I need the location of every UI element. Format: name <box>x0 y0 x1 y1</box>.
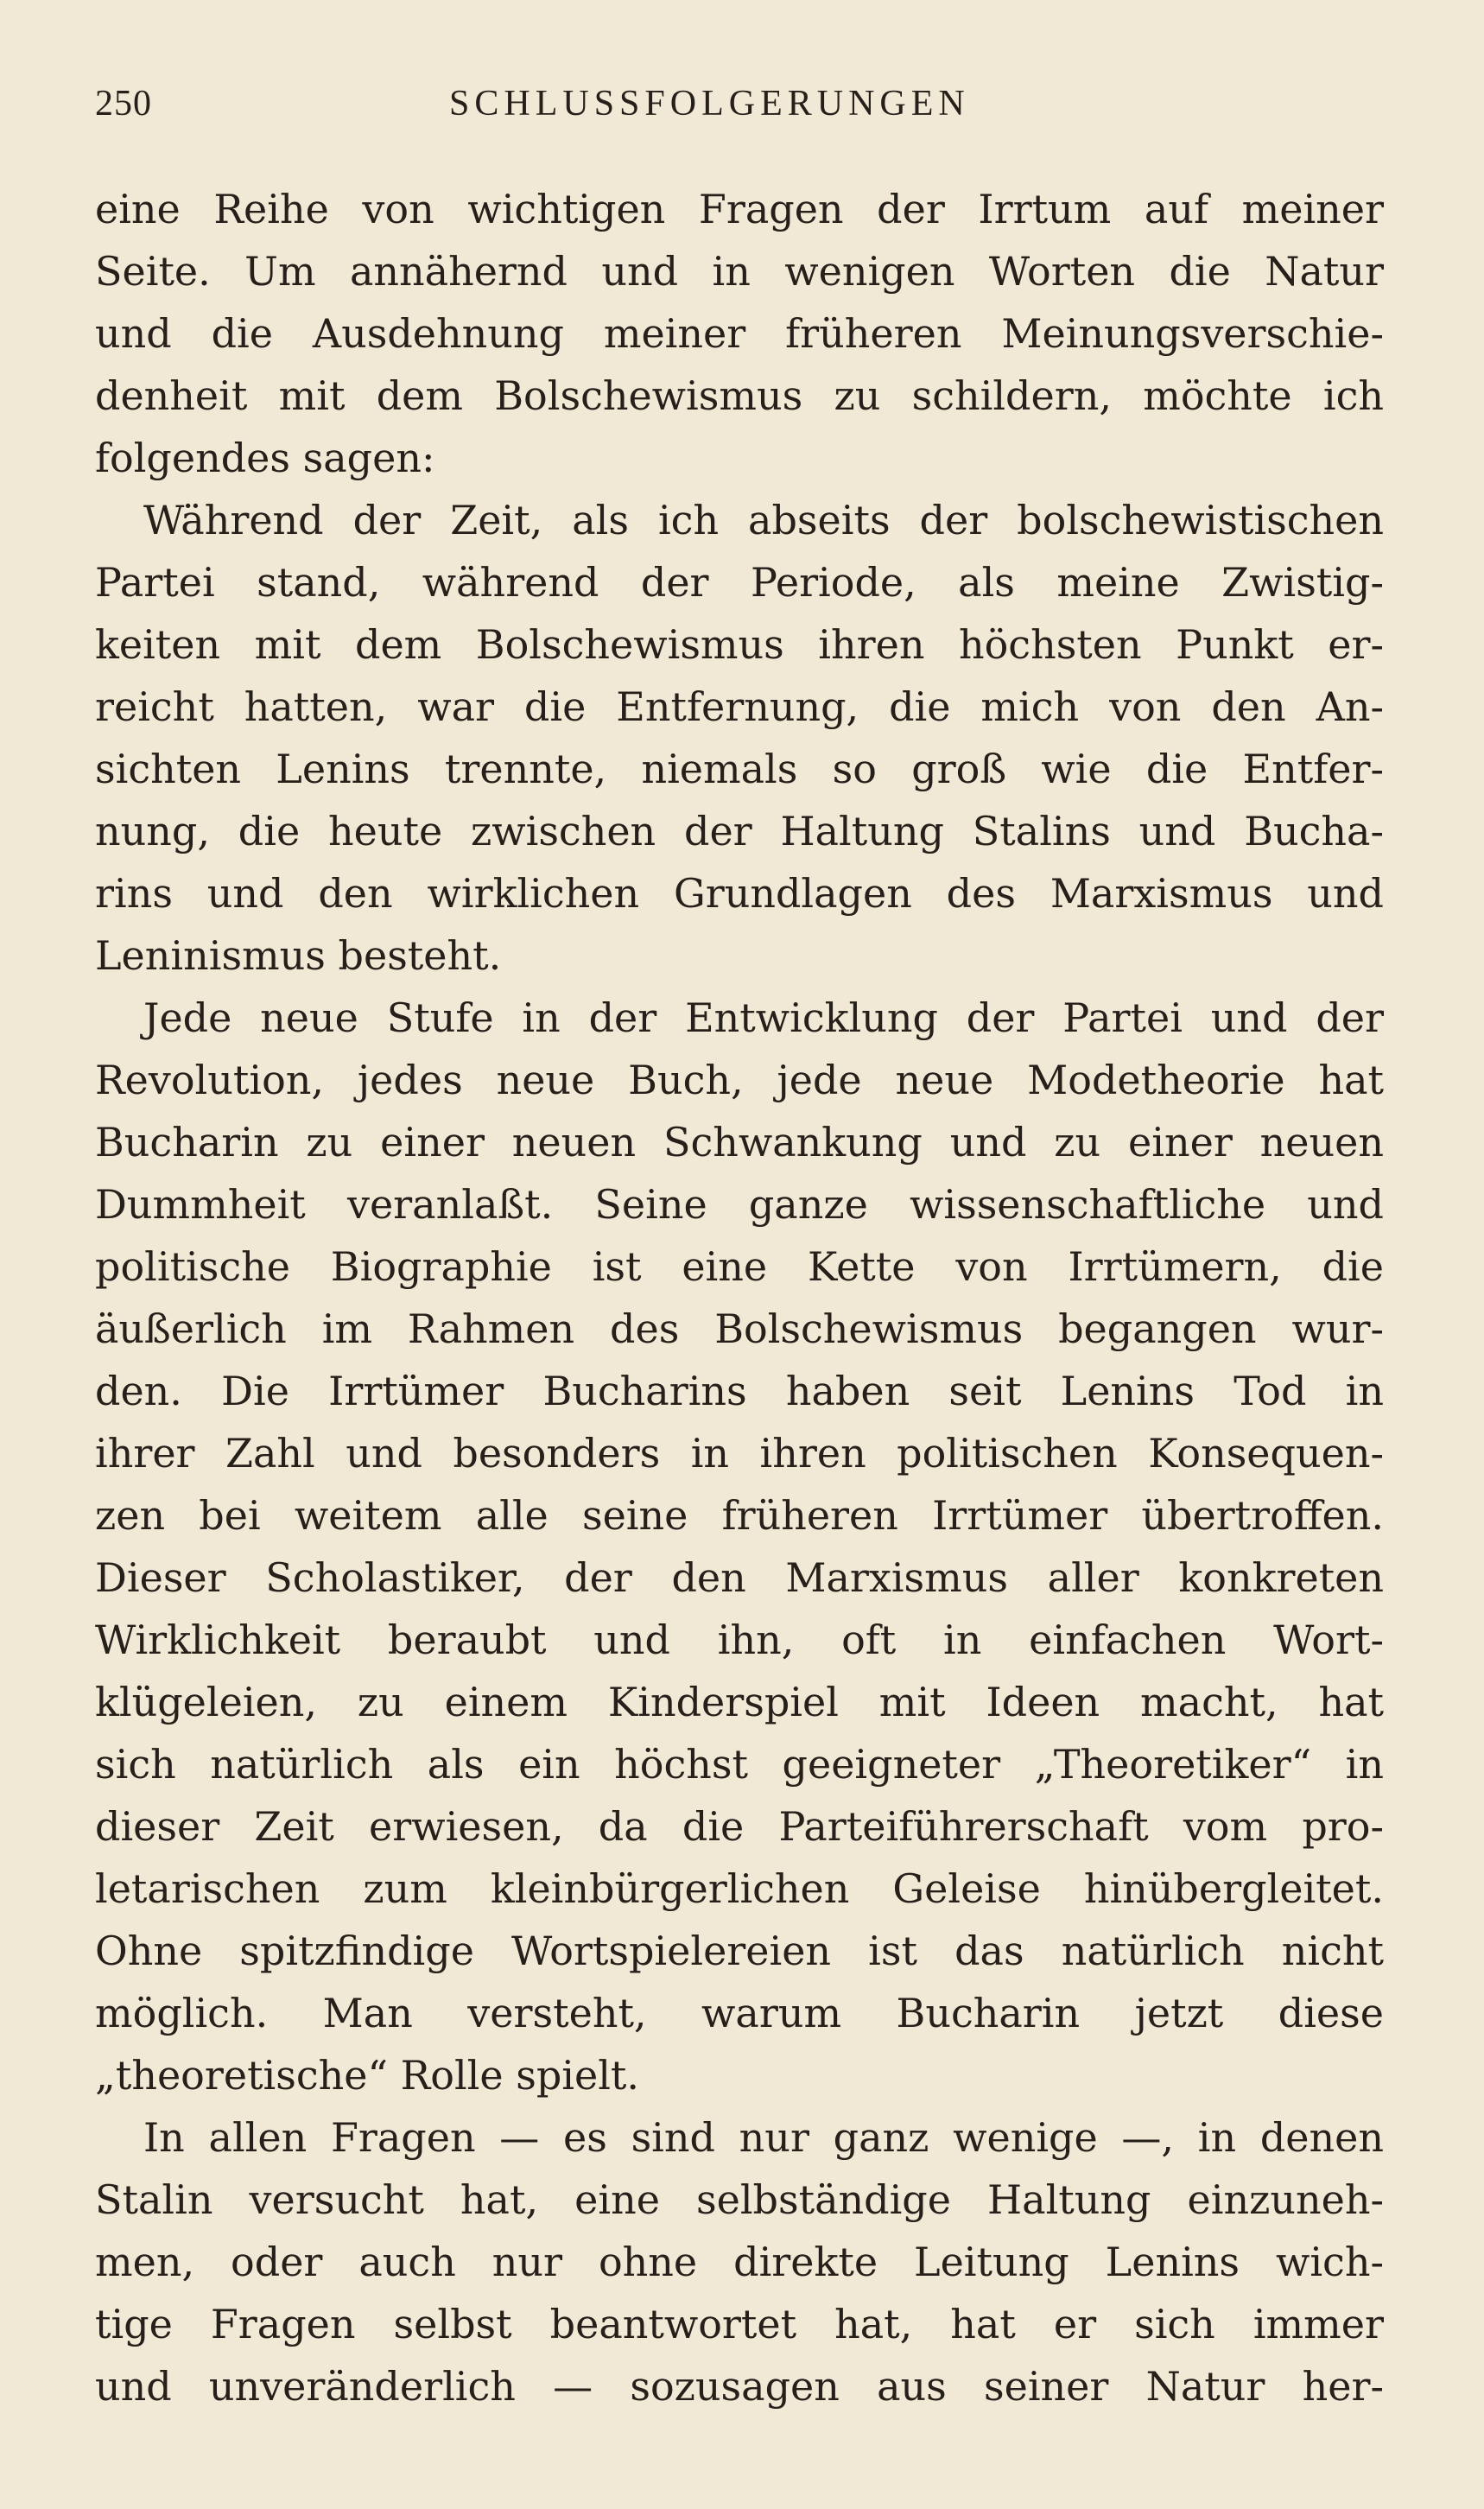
text-line: reicht hatten, war die Entfernung, die mich von den An- <box>95 683 1384 730</box>
text-line: tige Fragen selbst beantwortet hat, hat er sich immer <box>95 2301 1384 2347</box>
text-line: Während der Zeit, als ich abseits der bolschewistischen <box>143 497 1384 543</box>
text-line: Leninismus besteht. <box>95 932 502 979</box>
text-line: eine Reihe von wichtigen Fragen der Irrtum auf meiner <box>95 186 1384 232</box>
text-line: und die Ausdehnung meiner früheren Meinungsverschie- <box>95 310 1384 357</box>
page-header <box>95 83 1391 135</box>
paragraph <box>95 178 1384 489</box>
text-line: sich natürlich als ein höchst geeigneter „Theoretiker“ in <box>95 1741 1384 1788</box>
paragraph <box>95 2106 1384 2417</box>
text-line: letarischen zum kleinbürgerlichen Geleise hinübergleitet. <box>95 1865 1384 1912</box>
text-line: Dieser Scholastiker, der den Marxismus aller konkreten <box>95 1554 1384 1601</box>
text-line: zen bei weitem alle seine früheren Irrtümer übertroffen. <box>95 1492 1384 1539</box>
text-line: Bucharin zu einer neuen Schwankung und zu einer neuen <box>95 1119 1384 1166</box>
text-line: Partei stand, während der Periode, als meine Zwistig- <box>95 559 1384 606</box>
text-line: klügeleien, zu einem Kinderspiel mit Ideen macht, hat <box>95 1679 1384 1725</box>
running-head: SCHLUSSFOLGERUNGEN <box>449 84 970 124</box>
text-line: keiten mit dem Bolschewismus ihren höchsten Punkt er- <box>95 621 1384 668</box>
paragraph <box>95 987 1384 2106</box>
text-line: denheit mit dem Bolschewismus zu schildern, möchte ich <box>95 372 1384 419</box>
text-line: Seite. Um annähernd und in wenigen Worten die Natur <box>95 248 1384 295</box>
text-line: „theoretische“ Rolle spielt. <box>95 2052 640 2099</box>
text-line: Revolution, jedes neue Buch, jede neue Modetheorie hat <box>95 1057 1384 1103</box>
text-line: Dummheit veranlaßt. Seine ganze wissenschaftliche und <box>95 1181 1384 1228</box>
text-line: folgendes sagen: <box>95 435 435 481</box>
text-line: sichten Lenins trennte, niemals so groß wie die Entfer- <box>95 746 1384 792</box>
text-line: rins und den wirklichen Grundlagen des Marxismus und <box>95 870 1384 917</box>
text-line: Jede neue Stufe in der Entwicklung der Partei und der <box>143 994 1384 1041</box>
text-line: politische Biographie ist eine Kette von Irrtümern, die <box>95 1243 1384 1290</box>
text-line: dieser Zeit erwiesen, da die Parteiführerschaft vom pro- <box>95 1803 1384 1850</box>
body-text <box>95 178 1384 2417</box>
text-line: Wirklichkeit beraubt und ihn, oft in einfachen Wort- <box>95 1617 1384 1663</box>
text-line: möglich. Man versteht, warum Bucharin jetzt diese <box>95 1990 1384 2036</box>
text-line: äußerlich im Rahmen des Bolschewismus begangen wur- <box>95 1305 1384 1352</box>
text-line: Stalin versucht hat, eine selbständige Haltung einzuneh- <box>95 2176 1384 2223</box>
text-line: men, oder auch nur ohne direkte Leitung Lenins wich- <box>95 2239 1384 2285</box>
text-line: ihrer Zahl und besonders in ihren politischen Konsequen- <box>95 1430 1384 1477</box>
text-line: den. Die Irrtümer Bucharins haben seit Lenins Tod in <box>95 1368 1384 1414</box>
text-line: Ohne spitzfindige Wortspielereien ist das natürlich nicht <box>95 1928 1384 1974</box>
text-line: In allen Fragen — es sind nur ganz wenige —, in denen <box>143 2114 1384 2161</box>
text-line: und unveränderlich — sozusagen aus seiner Natur her- <box>95 2363 1384 2410</box>
page-number: 250 <box>95 84 152 124</box>
paragraph <box>95 489 1384 987</box>
text-line: nung, die heute zwischen der Haltung Stalins und Bucha- <box>95 808 1384 854</box>
